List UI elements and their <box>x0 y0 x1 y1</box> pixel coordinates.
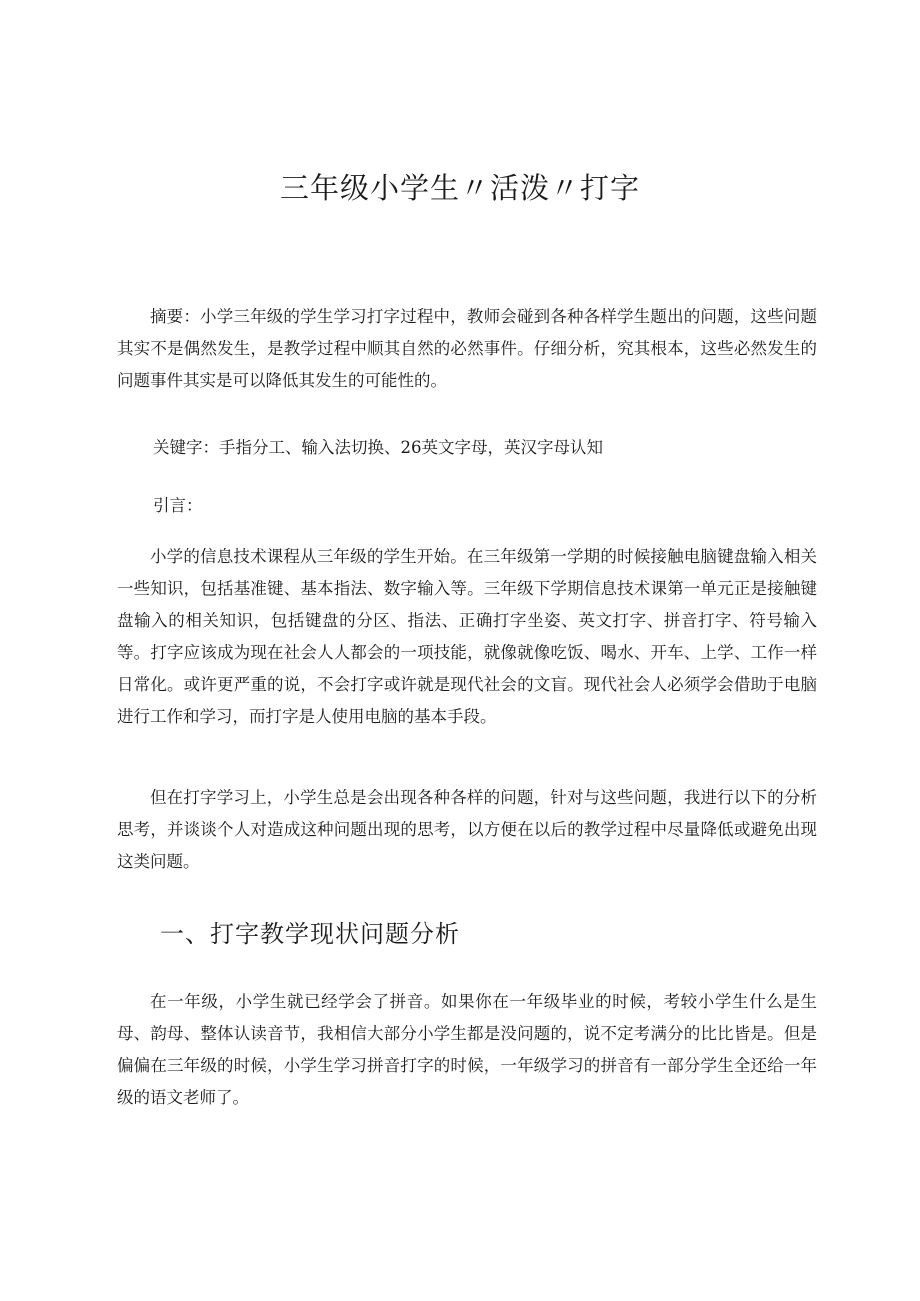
body-paragraph-1: 小学的信息技术课程从三年级的学生开始。在三年级第一学期的时候接触电脑键盘输入相关一些知识，包括基准键、基本指法、数字输入等。三年级下学期信息技术课第一单元正是接触键盘输入的相关知识，包括键盘的分区、指法、正确打字坐姿、英文打字、拼音打字、符号输入等。打字应该成为现在社会人人都会的一项技能，就像就像吃饭、喝水、开车、上学、工作一样日常化。或许更严重的说，不会打字或许就是现代社会的文盲。现代社会人必须学会借助于电脑进行工作和学习，而打字是人使用电脑的基本手段。 <box>117 547 817 726</box>
body-paragraph-2: 但在打字学习上，小学生总是会出现各种各样的问题，针对与这些问题，我进行以下的分析思考，并谈谈个人对造成这种问题出现的思考，以方便在以后的教学过程中尽量降低或避免出现这类问题。 <box>117 788 817 871</box>
keywords-line: 关键字：手指分工、输入法切换、26英文字母，英汉字母认知 <box>153 438 603 457</box>
section-heading: 一、打字教学现状问题分析 <box>160 920 460 948</box>
intro-label: 引言： <box>153 496 203 515</box>
section-paragraph-1: 在一年级，小学生就已经学会了拼音。如果你在一年级毕业的时候，考较小学生什么是生母、韵母、整体认读音节，我相信大部分小学生都是没问题的，说不定考满分的比比皆是。但是偏偏在三年级的时候，小学生学习拼音打字的时候，一年级学习的拼音有一部分学生全还给一年级的语文老师了。 <box>117 992 817 1107</box>
abstract-paragraph: 摘要：小学三年级的学生学习打字过程中，教师会碰到各种各样学生题出的问题，这些问题其实不是偶然发生，是教学过程中顺其自然的必然事件。仔细分析，究其根本，这些必然发生的问题事件其实是可以降低其发生的可能性的。 <box>117 307 817 390</box>
document-title: 三年级小学生〃活泼〃打字 <box>279 171 640 205</box>
